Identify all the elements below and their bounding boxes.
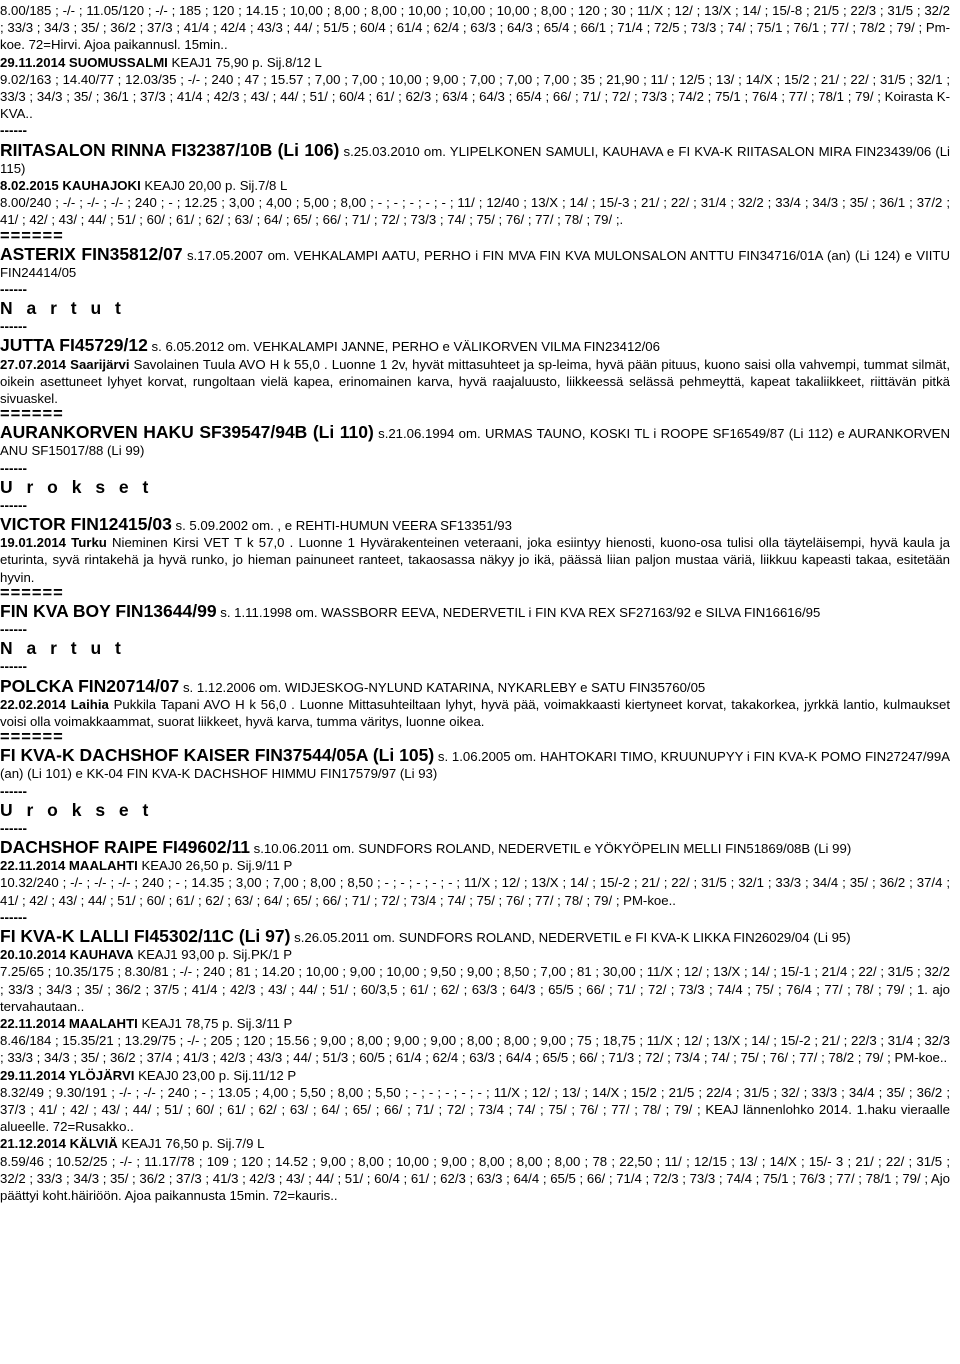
result-line: 9.02/163 ; 14.40/77 ; 12.03/35 ; -/- ; 240 ; 47 ; 15.57 ; 7,00 ; 7,00 ; 10,00 ; 9,00 ; 7,00 ; 7,00 ; 7,00 ; 35 ; 21,90 ; 11/ ; 12/5 ; 13/ ; 14/X ; 15/2 ; 21/ ; 22/ ; 31/5 ; 32/1 ; 33/3 ; 34/3 ; 35/ ; 36/1 ; 37/3 ; 41/4 ; 42/3 ; 43/ ; 44/ ; 51/ ; 60/4 ; 61/ ; 62/3 ; 63/4 ; 64/3 ; 65/4 ; 66/ ; 71/ ; 72/ ; 73/3 ; 74/2 ; 75/1 ; 76/4 ; 77/ ; 78/1 ; 79/ ; Koirasta K-KVA.. [0, 71, 950, 122]
result-line: 8.46/184 ; 15.35/21 ; 13.29/75 ; -/- ; 205 ; 120 ; 15.56 ; 9,00 ; 8,00 ; 9,00 ; 9,00 ; 8,00 ; 8,00 ; 9,00 ; 75 ; 18,75 ; 11/X ; 12/ ; 13/X ; 14/ ; 15/-2 ; 21/ ; 22/3 ; 31/4 ; 32/3 ; 33/3 ; 34/3 ; 35/ ; 36/2 ; 37/4 ; 41/3 ; 42/3 ; 43/3 ; 44/ ; 51/3 ; 60/5 ; 61/4 ; 62/4 ; 63/3 ; 64/4 ; 65/5 ; 66/ ; 71/3 ; 72/ ; 73/4 ; 74/ ; 75/ ; 76/ ; 77/ ; 78/2 ; 79/ ; PM-koe.. [0, 1033, 950, 1066]
dog-name: ASTERIX FIN35812/07 [0, 243, 183, 264]
result-date-place: 19.01.2014 Turku [0, 535, 107, 551]
dog-name: JUTTA FI45729/12 [0, 335, 148, 356]
separator-short: ------ [0, 319, 27, 335]
dog-name: FI KVA-K LALLI FI45302/11C (Li 97) [0, 925, 291, 946]
dog-info: s.26.05.2011 om. SUNDFORS ROLAND, NEDERVETIL e FI KVA-K LIKKA FIN26029/04 (Li 95) [290, 929, 851, 945]
result-score: KEAJ1 76,50 p. Sij.7/9 L [117, 1136, 265, 1152]
dog-entry [0, 926, 950, 946]
result-score: KEAJ0 20,00 p. Sij.7/8 L [140, 178, 288, 194]
result-date-place: 22.02.2014 Laihia [0, 696, 109, 712]
dog-entry [0, 676, 950, 696]
section-heading-nartut: N a r t u t [0, 298, 126, 319]
dog-entry [0, 514, 950, 534]
dog-entry [0, 601, 950, 621]
dog-info: s. 6.05.2012 om. VEHKALAMPI JANNE, PERHO e VÄLIKORVEN VILMA FIN23412/06 [147, 339, 660, 355]
dog-name: POLCKA FIN20714/07 [0, 675, 180, 696]
dog-entry [0, 244, 950, 281]
dog-entry [0, 140, 950, 177]
dog-name: FIN KVA BOY FIN13644/99 [0, 600, 217, 621]
show-critique: Savolainen Tuula AVO H k 55,0 . Luonne 1 2v, hyvät mittasuhteet ja sp-leima, hyvä pään pituus, kuono saisi olla vahvempi, tummat silmät, oikein asettuneet lyhyet korvat, rungoltaan vielä kapea, erinomainen karva, hyvä raajaluusto, liikkeessä selässä pehmeyttä, kapeat takaliikkeet, riittävän pitkä sivuaskel. [0, 356, 950, 407]
separator-short: ------ [0, 783, 27, 799]
result-header [0, 946, 950, 963]
dog-info: s.25.03.2010 om. YLIPELKONEN SAMULI, KAUHAVA e FI KVA-K RIITASALON MIRA FIN23439/06 (Li 115) [0, 143, 950, 176]
dog-name: VICTOR FIN12415/03 [0, 514, 172, 535]
result-date-place: 21.12.2014 KÄLVIÄ [0, 1136, 118, 1152]
result-score: KEAJ0 26,50 p. Sij.9/11 P [137, 858, 293, 874]
dog-info: s. 1.11.1998 om. WASSBORR EEVA, NEDERVETIL i FIN KVA REX SF27163/92 e SILVA FIN16616/95 [216, 604, 821, 620]
result-header [0, 177, 950, 194]
show-result [0, 534, 950, 586]
result-date-place: 22.11.2014 MAALAHTI [0, 1015, 138, 1031]
separator-short: ------ [0, 460, 27, 476]
separator-long: ====== [0, 405, 64, 424]
result-header [0, 1135, 950, 1152]
result-header [0, 54, 950, 71]
separator-short: ------ [0, 622, 27, 638]
dog-info: s. 1.06.2005 om. HAHTOKARI TIMO, KRUUNUPYY i FIN KVA-K POMO FIN27247/99A (an) (Li 101) e KK-04 FIN KVA-K DACHSHOF HIMMU FIN17579/97 (Li 93) [0, 749, 950, 782]
dog-entry [0, 837, 950, 857]
result-header [0, 857, 950, 874]
separator-short: ------ [0, 820, 27, 836]
result-date-place: 22.11.2014 MAALAHTI [0, 858, 138, 874]
separator-long: ====== [0, 728, 64, 747]
dog-name: DACHSHOF RAIPE FI49602/11 [0, 836, 250, 857]
result-date-place: 27.07.2014 Saarijärvi [0, 356, 130, 372]
result-line: 8.00/185 ; -/- ; 11.05/120 ; -/- ; 185 ; 120 ; 14.15 ; 10,00 ; 8,00 ; 8,00 ; 10,00 ; 10,00 ; 10,00 ; 8,00 ; 120 ; 30 ; 11/X ; 12/ ; 13/X ; 14/ ; 15/-8 ; 21/5 ; 22/3 ; 31/5 ; 32/2 ; 33/3 ; 34/3 ; 35/ ; 36/2 ; 37/3 ; 41/4 ; 42/4 ; 43/3 ; 44/ ; 51/5 ; 60/4 ; 61/4 ; 62/4 ; 63/3 ; 64/3 ; 65/4 ; 66/1 ; 71/4 ; 72/5 ; 73/3 ; 74/ ; 75/1 ; 76/1 ; 77/ ; 78/2 ; 79/ ; Pm-koe. 72=Hirvi. Ajoa paikannusl. 15min.. [0, 3, 950, 53]
section-heading-urokset: U r o k s e t [0, 476, 153, 497]
separator-short: ------ [0, 659, 27, 675]
separator-short: ------ [0, 123, 27, 139]
separator-long: ====== [0, 583, 64, 602]
dog-entry [0, 745, 950, 782]
dog-info: s. 5.09.2002 om. , e REHTI-HUMUN VEERA SF13351/93 [171, 518, 512, 534]
show-result [0, 356, 950, 408]
result-date-place: 29.11.2014 YLÖJÄRVI [0, 1067, 135, 1083]
result-line: 7.25/65 ; 10.35/175 ; 8.30/81 ; -/- ; 240 ; 81 ; 14.20 ; 10,00 ; 9,00 ; 10,00 ; 9,50 ; 9,00 ; 8,50 ; 7,00 ; 81 ; 30,00 ; 11/X ; 12/ ; 13/X ; 14/ ; 15/-1 ; 21/4 ; 22/ ; 31/5 ; 32/2 ; 33/3 ; 34/3 ; 35/ ; 36/2 ; 37/5 ; 41/4 ; 42/3 ; 43/ ; 44/ ; 51/ ; 60/3,5 ; 61/ ; 62/ ; 63/3 ; 64/3 ; 65/5 ; 66/ ; 71/ ; 72/ ; 73/3 ; 74/4 ; 75/ ; 76/4 ; 77/ ; 78/ ; 79/ ; 1. ajo tervahautaan.. [0, 964, 950, 1014]
section-heading-urokset: U r o k s e t [0, 799, 153, 820]
result-date-place: 29.11.2014 SUOMUSSALMI [0, 54, 168, 70]
result-line: 8.59/46 ; 10.52/25 ; -/- ; 11.17/78 ; 109 ; 120 ; 14.52 ; 9,00 ; 8,00 ; 10,00 ; 9,00 ; 8,00 ; 8,00 ; 8,00 ; 78 ; 22,50 ; 11/ ; 12/15 ; 13/ ; 14/X ; 15/- 3 ; 21/ ; 22/ ; 31/5 ; 32/2 ; 33/3 ; 34/3 ; 35/ ; 36/2 ; 37/3 ; 41/3 ; 42/3 ; 43/ ; 44/ ; 51/ ; 60/4 ; 61/ ; 62/3 ; 63/3 ; 64/4 ; 65/5 ; 66/ ; 71/4 ; 72/3 ; 73/3 ; 74/4 ; 75/1 ; 76/3 ; 77/ ; 78/1 ; 79/ ; Ajo päättyi koht.häiriöön. Ajoa paikannusta 15min. 72=kauris.. [0, 1153, 950, 1203]
result-line: 8.00/240 ; -/- ; -/- ; -/- ; 240 ; - ; 12.25 ; 3,00 ; 4,00 ; 5,00 ; 8,00 ; - ; - ; - ; - ; - ; 11/ ; 12/40 ; 13/X ; 14/ ; 15/-3 ; 21/ ; 22/ ; 31/4 ; 32/2 ; 33/4 ; 34/3 ; 35/ ; 36/1 ; 37/2 ; 41/ ; 42/ ; 43/ ; 44/ ; 51/ ; 60/ ; 61/ ; 62/ ; 63/ ; 64/ ; 65/ ; 66/ ; 71/ ; 72/ ; 73/3 ; 74/ ; 75/ ; 76/ ; 77/ ; 78/ ; 79/ ;. [0, 195, 950, 228]
result-header [0, 1015, 950, 1032]
separator-short: ------ [0, 282, 27, 298]
show-result [0, 696, 950, 730]
separator-short: ------ [0, 909, 27, 925]
result-line: 10.32/240 ; -/- ; -/- ; -/- ; 240 ; - ; 14.35 ; 3,00 ; 7,00 ; 8,00 ; 8,50 ; - ; - ; - ; - ; - ; 11/X ; 12/ ; 13/X ; 14/ ; 15/-2 ; 21/ ; 22/ ; 31/5 ; 32/1 ; 33/3 ; 34/4 ; 35/ ; 36/2 ; 37/4 ; 41/ ; 42/ ; 43/ ; 44/ ; 51/ ; 60/ ; 61/ ; 62/ ; 63/ ; 64/ ; 65/ ; 66/ ; 71/ ; 72/ ; 73/4 ; 74/ ; 75/ ; 76/ ; 77/ ; 78/ ; 79/ ; PM-koe.. [0, 875, 950, 908]
dog-info: s.17.05.2007 om. VEHKALAMPI AATU, PERHO i FIN MVA FIN KVA MULONSALON ANTTU FIN34716/01A (an) (Li 124) e VIITU FIN24414/05 [0, 247, 950, 280]
dog-info: s.21.06.1994 om. URMAS TAUNO, KOSKI TL i ROOPE SF16549/87 (Li 112) e AURANKORVEN ANU SF15017/88 (Li 99) [0, 426, 950, 459]
show-critique: Pukkila Tapani AVO H k 56,0 . Luonne Mittasuhteiltaan lyhyt, hyvä pää, voimakkaasti kiertyneet korvat, takakorkea, jyrkkä lantio, kulmaukset voisi olla voimakkaammat, suorat liikkeet, hyvä karva, tumma väritys, luonne oikea. [0, 696, 950, 729]
dog-info: s.10.06.2011 om. SUNDFORS ROLAND, NEDERVETIL e YÖKYÖPELIN MELLI FIN51869/08B (Li 99) [249, 840, 852, 856]
dog-entry [0, 335, 950, 355]
result-score: KEAJ1 93,00 p. Sij.PK/1 P [133, 947, 292, 963]
result-header [0, 1067, 950, 1084]
dog-name: AURANKORVEN HAKU SF39547/94B (Li 110) [0, 422, 374, 443]
dog-entry [0, 422, 950, 459]
result-score: KEAJ1 75,90 p. Sij.8/12 L [167, 54, 322, 70]
result-line: 8.32/49 ; 9.30/191 ; -/- ; -/- ; 240 ; - ; 13.05 ; 4,00 ; 5,50 ; 8,00 ; 5,50 ; - ; - ; - ; - ; - ; 11/X ; 12/ ; 13/ ; 14/X ; 15/2 ; 21/5 ; 22/4 ; 31/5 ; 32/ ; 33/3 ; 34/4 ; 35/ ; 36/2 ; 37/3 ; 41/ ; 42/ ; 43/ ; 44/ ; 51/ ; 60/ ; 61/ ; 62/ ; 63/ ; 64/ ; 65/ ; 66/ ; 71/ ; 72/ ; 73/4 ; 74/ ; 75/ ; 76/ ; 77/ ; 78/ ; 79/ ; KEAJ lännenlohko 2014. 1.haku vieraalle alueelle. 72=Rusakko.. [0, 1084, 950, 1135]
dog-name: FI KVA-K DACHSHOF KAISER FIN37544/05A (Li 105) [0, 745, 435, 766]
separator-short: ------ [0, 497, 27, 513]
dog-name: RIITASALON RINNA FI32387/10B (Li 106) [0, 139, 340, 160]
result-date-place: 20.10.2014 KAUHAVA [0, 947, 134, 963]
result-date-place: 8.02.2015 KAUHAJOKI [0, 178, 141, 194]
result-score: KEAJ1 78,75 p. Sij.3/11 P [137, 1015, 293, 1031]
dog-info: s. 1.12.2006 om. WIDJESKOG-NYLUND KATARINA, NYKARLEBY e SATU FIN35760/05 [179, 679, 706, 695]
show-critique: Nieminen Kirsi VET T k 57,0 . Luonne 1 Hyvärakenteinen veteraani, joka esiintyy hienosti, kuono-osa tulisi olla täyteläisempi, hyvä kaula ja eturinta, syvä rintakehä ja hyvä runko, jo hieman painuneet ranteet, takaosassa näkyy jo ikä, päässä liian paljon mustaa väriä, liikkuu kapeasti takaa, esitetään hyvin. [0, 535, 950, 585]
section-heading-nartut: N a r t u t [0, 638, 126, 659]
result-score: KEAJ0 23,00 p. Sij.11/12 P [134, 1067, 297, 1083]
separator-long: ====== [0, 226, 64, 245]
